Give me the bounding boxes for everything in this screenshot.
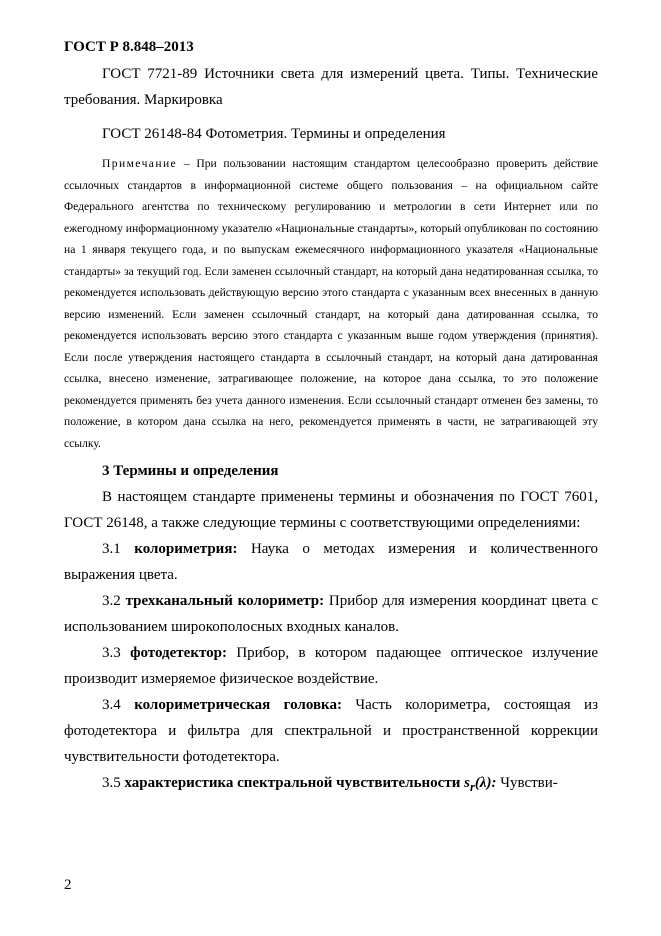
term-name: колориметрическая головка: [134,697,342,713]
note-label: Примечание [102,157,178,170]
term-name: колориметрия: [134,541,238,557]
term-number: 3.5 [102,775,125,791]
term-symbol [464,775,497,794]
term-text: Часть колориметра, состоящая из фотодетектора и фильтра для спектральной и пространственной коррекции чувствительности фотодетектора. [64,697,599,765]
term-definition [64,536,598,588]
term-text: Чувстви- [496,775,558,791]
symbol-argument: (λ): [474,775,497,791]
term-number: 3.3 [102,645,131,661]
document-header: ГОСТ Р 8.848–2013 [64,39,194,55]
term-text: Прибор, в котором падающее оптическое излучение производит измеряемое физическое воздействие. [64,645,599,687]
document-body [64,61,598,800]
section-heading: 3 Термины и определения [102,463,279,479]
term-text: Наука о методах измерения и количественного выражения цвета. [64,541,598,583]
term-number: 3.2 [102,593,126,609]
term-name: характеристика спектральной чувствительности [124,775,465,791]
term-number: 3.4 [102,697,135,713]
reference-item: ГОСТ 26148-84 Фотометрия. Термины и определения [102,126,446,142]
term-text: Прибор для измерения координат цвета с использованием широкополосных входных каналов. [64,593,599,635]
symbol-letter: s [464,775,470,791]
term-name: трехканальный колориметр: [125,593,325,609]
note-paragraph [64,153,598,454]
reference-item: ГОСТ 7721-89 Источники света для измерений цвета. Типы. Технические требования. Маркировка [64,66,598,108]
term-definition [64,588,598,640]
page-number: 2 [64,877,72,893]
term-number: 3.1 [102,541,135,557]
note-text: – При пользовании настоящим стандартом целесообразно проверить действие ссылочных стандартов в информационной системе общего пользования – на официальном сайте Федерального агентства по техническому регулированию и метрологии в сети Интернет или по ежегодному информационному указателю «Национальные стандарты», который опубликован по состоянию на 1 января текущего года, и по выпускам ежемесячного информационного указателя «Национальные стандарты» за текущий год. Если заменен ссылочный стандарт, на который дана недатированная ссылка, то рекомендуется использовать действующую версию этого стандарта с указанным всех внесенных в данную версию изменений. Если заменен ссылочный стандарт, на который дана датированная ссылка, то рекомендуется использовать версию этого стандарта с указанным выше годом утверждения (принятия). Если после утверждения настоящего стандарта в ссылочный стандарт, на который дана датированная ссылка, внесено изменение, затрагивающее положение, на которое дана ссылка, то это положение рекомендуется применять без учета данного изменения. Если ссылочный стандарт отменен без замены, то положение, в котором дана ссылка на него, рекомендуется применять в части, не затрагивающей эту ссылку. [64,157,598,450]
term-name: фотодетектор: [130,645,227,661]
term-definition [64,770,598,800]
symbol-subscript: r [469,780,475,794]
section-intro: В настоящем стандарте применены термины и обозначения по ГОСТ 7601, ГОСТ 26148, а также следующие термины с соответствующими определениями: [64,489,598,531]
term-definition [64,640,598,692]
term-definition [64,692,598,770]
